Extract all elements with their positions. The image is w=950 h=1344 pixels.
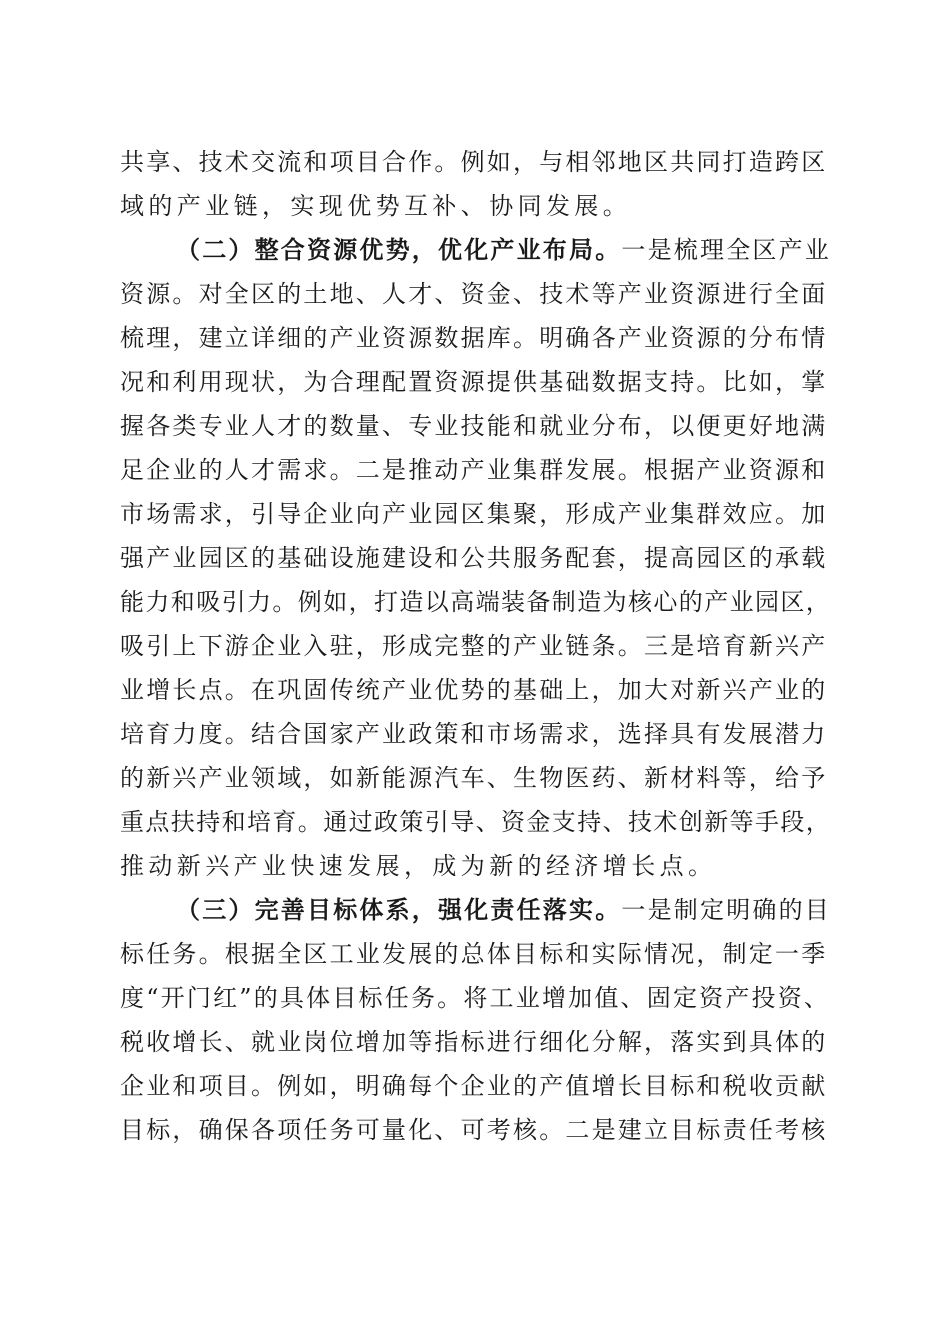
section-heading-3: （三）完善目标体系，强化责任落实。: [176, 895, 622, 924]
text-line: 业增长点。在巩固传统产业优势的基础上，加大对新兴产业的: [120, 676, 828, 704]
text-line: 况和利用现状，为合理配置资源提供基础数据支持。比如，掌: [120, 368, 828, 396]
text-line: 梳理，建立详细的产业资源数据库。明确各产业资源的分布情: [120, 324, 828, 352]
text-line: 市场需求，引导企业向产业园区集聚，形成产业集群效应。加: [120, 500, 828, 528]
text-line: 强产业园区的基础设施建设和公共服务配套，提高园区的承载: [120, 544, 828, 572]
text-line: 推动新兴产业快速发展，成为新的经济增长点。: [120, 852, 717, 880]
text-line: 标任务。根据全区工业发展的总体目标和实际情况，制定一季: [120, 940, 828, 968]
text-run: 一是制定明确的目: [621, 896, 832, 924]
text-line: 握各类专业人才的数量、专业技能和就业分布，以便更好地满: [120, 412, 828, 440]
text-line: 重点扶持和培育。通过政策引导、资金支持、技术创新等手段，: [120, 808, 832, 836]
text-line: 足企业的人才需求。二是推动产业集群发展。根据产业资源和: [120, 456, 828, 484]
text-line: 共享、技术交流和项目合作。例如，与相邻地区共同打造跨区: [120, 148, 828, 176]
text-run: 一是梳理全区产业: [621, 236, 832, 264]
text-line: 培育力度。结合国家产业政策和市场需求，选择具有发展潜力: [120, 720, 828, 748]
text-line: 的新兴产业领域，如新能源汽车、生物医药、新材料等，给予: [120, 764, 828, 792]
text-line: 能力和吸引力。例如，打造以高端装备制造为核心的产业园区，: [120, 588, 832, 616]
document-body: [120, 140, 832, 1152]
section-heading-2: （二）整合资源优势，优化产业布局。: [176, 235, 622, 264]
text-line: 吸引上下游企业入驻，形成完整的产业链条。三是培育新兴产: [120, 632, 828, 660]
text-line: 度“开门红”的具体目标任务。将工业增加值、固定资产投资、: [120, 984, 831, 1012]
text-line: 税收增长、就业岗位增加等指标进行细化分解，落实到具体的: [120, 1028, 828, 1056]
text-line: 资源。对全区的土地、人才、资金、技术等产业资源进行全面: [120, 280, 828, 308]
paragraph-first-line: [120, 228, 832, 272]
text-line: 目标，确保各项任务可量化、可考核。二是建立目标责任考核: [120, 1116, 828, 1144]
paragraph-first-line: [120, 888, 832, 932]
text-line: 域的产业链，实现优势互补、协同发展。: [120, 192, 632, 220]
text-line: 企业和项目。例如，明确每个企业的产值增长目标和税收贡献: [120, 1072, 828, 1100]
